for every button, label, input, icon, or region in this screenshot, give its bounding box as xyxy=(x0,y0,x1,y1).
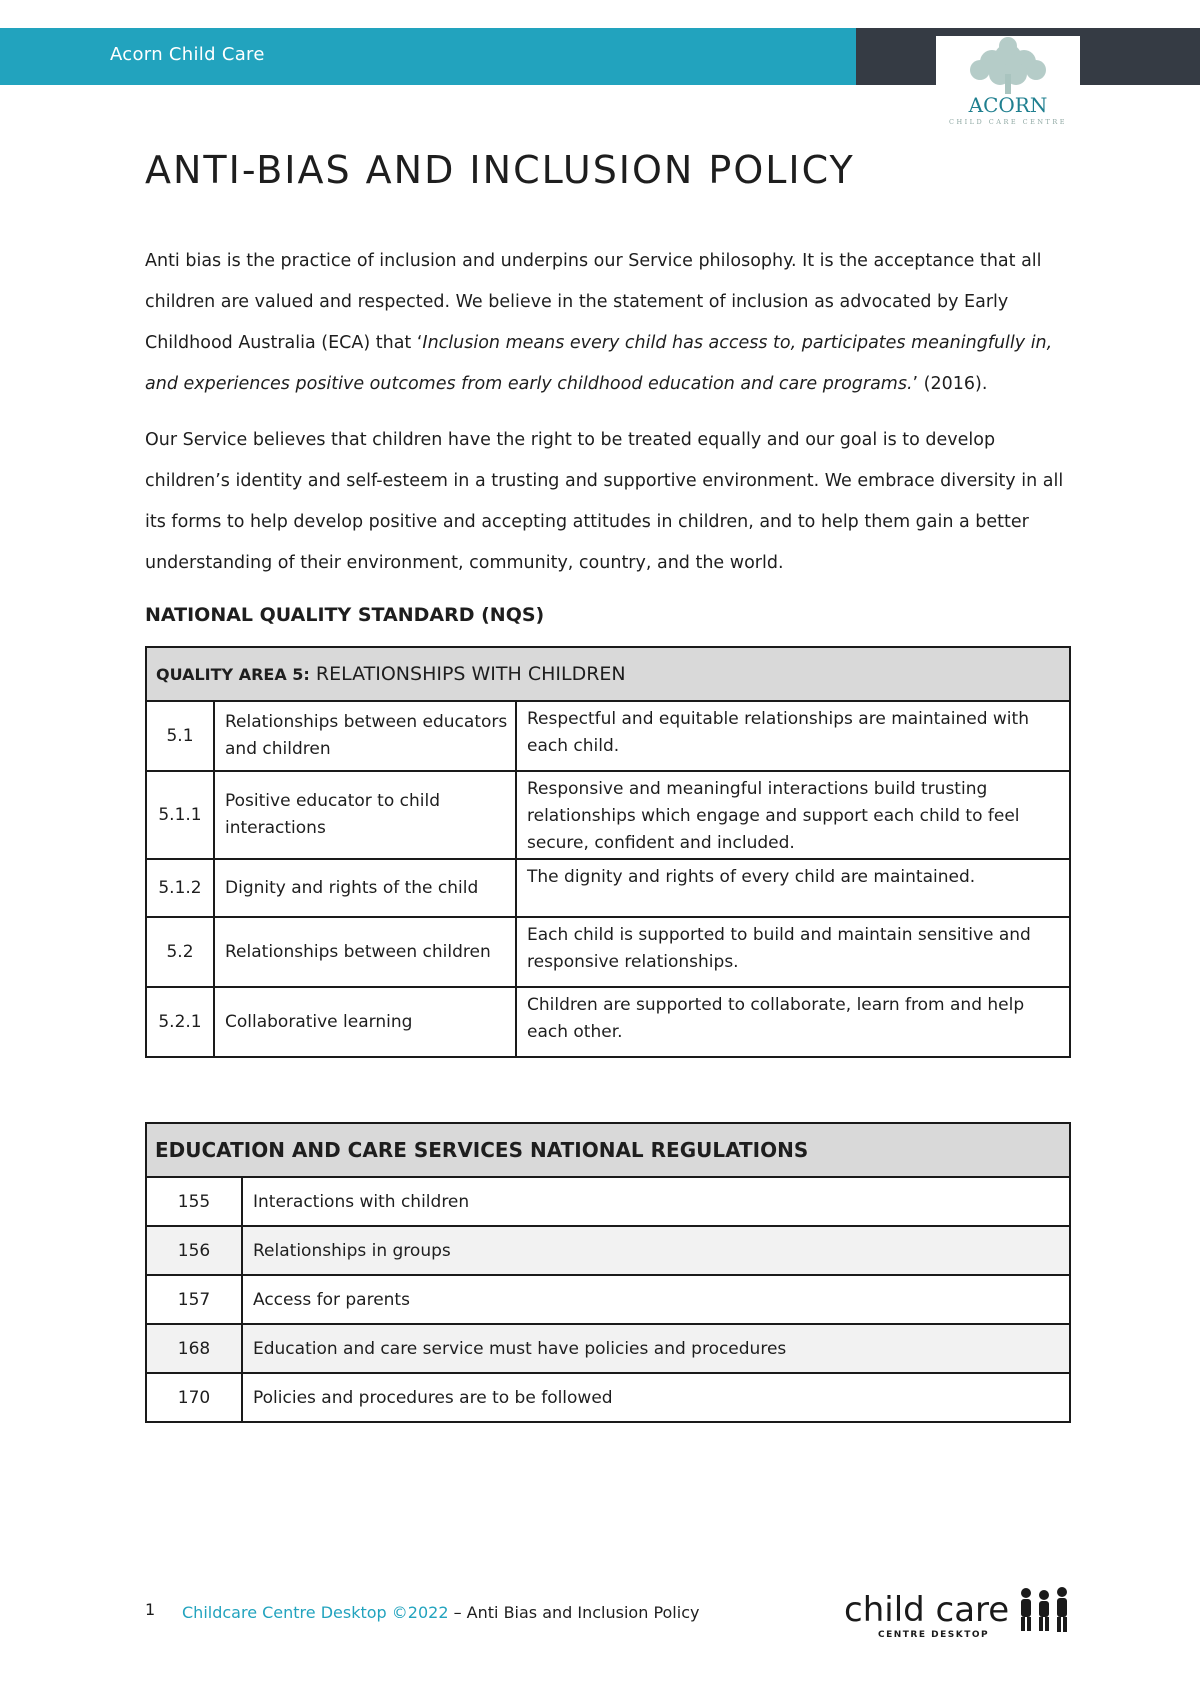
page-title: ANTI-BIAS AND INCLUSION POLICY xyxy=(145,148,855,192)
regulations-title: EDUCATION AND CARE SERVICES NATIONAL REGULATIONS xyxy=(146,1123,1070,1177)
logo-sub-text: CENTRE DESKTOP xyxy=(878,1630,990,1640)
regulation-number: 156 xyxy=(146,1226,242,1275)
quality-area-header xyxy=(146,647,1070,701)
nqs-header-row xyxy=(146,647,1070,701)
footer-copyright: Childcare Centre Desktop ©2022 xyxy=(182,1603,449,1622)
standard-name: Collaborative learning xyxy=(214,987,516,1057)
quality-area-title: RELATIONSHIPS WITH CHILDREN xyxy=(315,663,626,685)
standard-code: 5.2 xyxy=(146,917,214,987)
intro-citation: ’ (2016). xyxy=(912,374,988,394)
regulation-number: 155 xyxy=(146,1177,242,1226)
children-figures-icon xyxy=(1021,1587,1067,1632)
table-row xyxy=(146,1324,1070,1373)
regulation-text: Policies and procedures are to be followed xyxy=(242,1373,1070,1422)
nqs-table xyxy=(145,646,1071,1058)
standard-name: Relationships between children xyxy=(214,917,516,987)
regulation-number: 157 xyxy=(146,1275,242,1324)
acorn-logo xyxy=(936,36,1080,128)
standard-description: Children are supported to collaborate, learn from and help each other. xyxy=(516,987,1070,1057)
regulation-number: 170 xyxy=(146,1373,242,1422)
nqs-heading: NATIONAL QUALITY STANDARD (NQS) xyxy=(145,604,545,626)
standard-description: Respectful and equitable relationships are maintained with each child. xyxy=(516,701,1070,771)
standard-code: 5.2.1 xyxy=(146,987,214,1057)
footer-text xyxy=(182,1603,699,1622)
regulations-table xyxy=(145,1122,1071,1423)
logo-subtitle: CHILD CARE CENTRE xyxy=(948,118,1068,126)
table-row xyxy=(146,701,1070,771)
table-row xyxy=(146,1373,1070,1422)
standard-name: Relationships between educators and children xyxy=(214,701,516,771)
intro-paragraph-1 xyxy=(145,241,1075,405)
table-row xyxy=(146,1177,1070,1226)
footer-doc-title: – Anti Bias and Inclusion Policy xyxy=(448,1603,700,1622)
standard-description: The dignity and rights of every child are maintained. xyxy=(516,859,1070,917)
brand-name: Acorn Child Care xyxy=(110,44,265,65)
regulation-text: Interactions with children xyxy=(242,1177,1070,1226)
table-row xyxy=(146,987,1070,1057)
regulation-text: Education and care service must have policies and procedures xyxy=(242,1324,1070,1373)
table-row xyxy=(146,859,1070,917)
standard-description: Each child is supported to build and maintain sensitive and responsive relationships. xyxy=(516,917,1070,987)
table-row xyxy=(146,1226,1070,1275)
standard-code: 5.1.1 xyxy=(146,771,214,859)
standard-code: 5.1.2 xyxy=(146,859,214,917)
eca-quote: Inclusion means every child has access to, participates meaningfully in, and experiences positive outcomes from early childhood education and care programs. xyxy=(145,333,1053,394)
table-row xyxy=(146,771,1070,859)
standard-name: Dignity and rights of the child xyxy=(214,859,516,917)
regulation-number: 168 xyxy=(146,1324,242,1373)
standard-name: Positive educator to child interactions xyxy=(214,771,516,859)
regulation-text: Access for parents xyxy=(242,1275,1070,1324)
logo-wordmark: ACORN xyxy=(968,93,1048,117)
intro-paragraph-2: Our Service believes that children have the right to be treated equally and our goal is to develop children’s identity and self-esteem in a trusting and supportive environment. We embrace diversity in all its forms to help develop positive and accepting attitudes in children, and to help them gain a better understanding of their environment, community, country, and the world. xyxy=(145,430,1064,573)
logo-main-text: child care xyxy=(844,1590,1010,1630)
childcare-centre-desktop-logo xyxy=(842,1585,1082,1649)
standard-code: 5.1 xyxy=(146,701,214,771)
regulations-header-row xyxy=(146,1123,1070,1177)
quality-area-label: QUALITY AREA 5: xyxy=(156,665,310,684)
table-row xyxy=(146,917,1070,987)
table-row xyxy=(146,1275,1070,1324)
standard-description: Responsive and meaningful interactions build trusting relationships which engage and support each child to feel secure, confident and included. xyxy=(516,771,1070,859)
page-number: 1 xyxy=(145,1600,156,1619)
intro-text: Anti bias is the practice of inclusion and underpins our Service philosophy. It is the acceptance that all children are valued and respected. We believe in the statement of inclusion as advocated by Early Childhood Australia (ECA) that ‘ xyxy=(145,251,1042,353)
regulation-text: Relationships in groups xyxy=(242,1226,1070,1275)
